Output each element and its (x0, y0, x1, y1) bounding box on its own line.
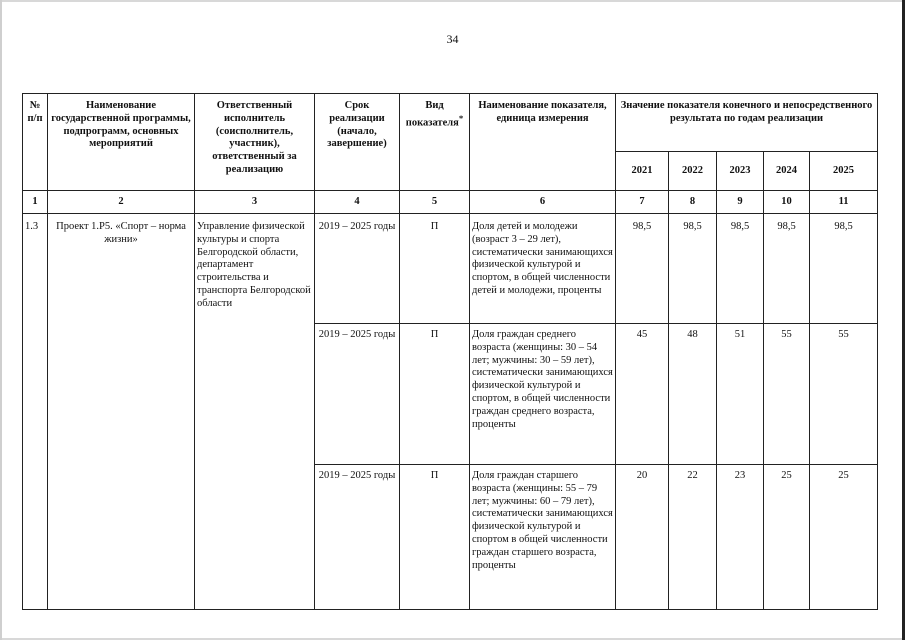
header-type-label: Вид показателя (405, 100, 459, 129)
column-number: 10 (764, 191, 810, 214)
row-value: 98,5 (810, 214, 878, 324)
row-value: 55 (764, 324, 810, 465)
row-value: 98,5 (764, 214, 810, 324)
header-year: 2021 (616, 152, 669, 191)
header-num: № п/п (23, 94, 48, 191)
row-indicator: Доля граждан среднего возраста (женщины: 30 – 54 лет; мужчины: 30 – 59 лет), систематически занимающихся физической культурой и спортом, в общей численности граждан среднего возраста, проценты (470, 324, 616, 465)
column-number: 2 (48, 191, 195, 214)
row-value: 51 (717, 324, 764, 465)
row-indicator: Доля граждан старшего возраста (женщины: 55 – 79 лет; мужчины: 60 – 79 лет), систематически занимающихся физической культурой и спортом в общей численности граждан старшего возраста, проценты (470, 465, 616, 610)
row-value: 25 (810, 465, 878, 610)
entry-executor: Управление физической культуры и спорта Белгородской области, департамент строительства и транспорта Белгородской области (195, 214, 315, 610)
table-row (23, 214, 878, 324)
header-year: 2023 (717, 152, 764, 191)
row-term: 2019 – 2025 годы (315, 324, 400, 465)
entry-program: Проект 1.Р5. «Спорт – норма жизни» (48, 214, 195, 610)
row-value: 20 (616, 465, 669, 610)
header-year: 2022 (669, 152, 717, 191)
column-number: 1 (23, 191, 48, 214)
row-value: 23 (717, 465, 764, 610)
column-number: 5 (400, 191, 470, 214)
indicators-table (22, 93, 878, 610)
row-value: 22 (669, 465, 717, 610)
column-number: 4 (315, 191, 400, 214)
entry-num: 1.3 (23, 214, 48, 610)
column-number: 6 (470, 191, 616, 214)
header-year: 2025 (810, 152, 878, 191)
row-term: 2019 – 2025 годы (315, 214, 400, 324)
row-indicator: Доля детей и молодежи (возраст 3 – 29 лет), систематически занимающихся физической культурой и спортом, в общей численности детей и молодежи, проценты (470, 214, 616, 324)
column-number: 3 (195, 191, 315, 214)
row-value: 25 (764, 465, 810, 610)
row-type: П (400, 324, 470, 465)
header-year: 2024 (764, 152, 810, 191)
row-value: 98,5 (669, 214, 717, 324)
column-number: 8 (669, 191, 717, 214)
header-executor: Ответственный исполнитель (соисполнитель, участник), ответственный за реализацию (195, 94, 315, 191)
column-number: 9 (717, 191, 764, 214)
header-type-footnote-mark: * (458, 112, 464, 123)
row-type: П (400, 465, 470, 610)
table-header-row (23, 94, 878, 152)
header-term: Срок реализации (начало, завершение) (315, 94, 400, 191)
header-indicator: Наименование показателя, единица измерения (470, 94, 616, 191)
scan-edge-top (0, 0, 905, 2)
header-values: Значение показателя конечного и непосредственного результата по годам реализации (616, 94, 878, 152)
header-type (400, 94, 470, 191)
header-program: Наименование государственной программы, подпрограмм, основных мероприятий (48, 94, 195, 191)
column-numbers-row (23, 191, 878, 214)
row-type: П (400, 214, 470, 324)
row-value: 48 (669, 324, 717, 465)
row-value: 98,5 (616, 214, 669, 324)
column-number: 7 (616, 191, 669, 214)
row-value: 55 (810, 324, 878, 465)
row-value: 98,5 (717, 214, 764, 324)
scan-edge-left (0, 0, 2, 640)
page-number: 34 (446, 32, 459, 46)
row-value: 45 (616, 324, 669, 465)
column-number: 11 (810, 191, 878, 214)
row-term: 2019 – 2025 годы (315, 465, 400, 610)
